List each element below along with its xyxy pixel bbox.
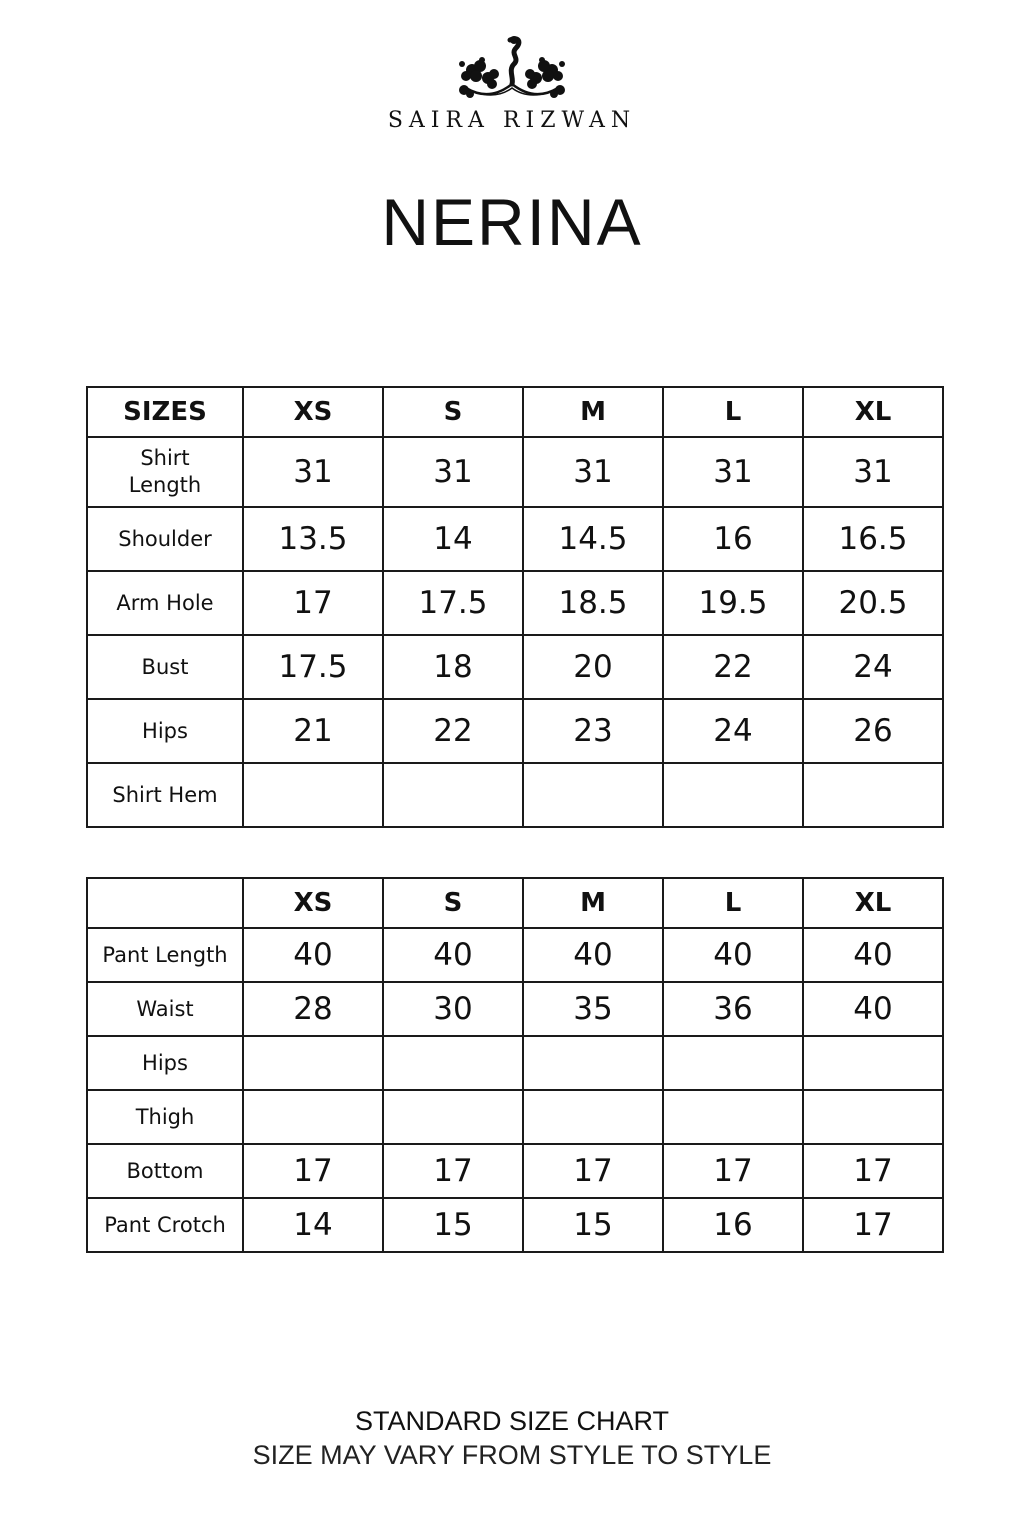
table-row — [87, 1036, 943, 1090]
header-s: S — [383, 387, 523, 437]
row-label-text: Shirt Length — [128, 446, 202, 497]
footer-note: SIZE MAY VARY FROM STYLE TO STYLE — [252, 1440, 772, 1470]
table-cell: 17 — [243, 571, 383, 635]
table-row — [87, 571, 943, 635]
table-cell: 17 — [663, 1144, 803, 1198]
header-l: L — [663, 387, 803, 437]
header-xs: XS — [243, 878, 383, 928]
row-label: Pant Length — [87, 928, 243, 982]
table-cell: 17.5 — [383, 571, 523, 635]
table-cell: 31 — [383, 437, 523, 507]
table-cell: 28 — [243, 982, 383, 1036]
table-cell: 30 — [383, 982, 523, 1036]
table-cell: 40 — [663, 928, 803, 982]
table-cell: 36 — [663, 982, 803, 1036]
table-cell: 16 — [663, 1198, 803, 1252]
footer-title: STANDARD SIZE CHART — [354, 1406, 670, 1436]
product-title: NERINA — [381, 185, 643, 259]
row-label — [87, 437, 243, 507]
row-label: Shirt Hem — [87, 763, 243, 827]
table-cell: 20.5 — [803, 571, 943, 635]
table-cell: 20 — [523, 635, 663, 699]
pant-header-row — [87, 878, 943, 928]
row-label: Hips — [87, 699, 243, 763]
header-s: S — [383, 878, 523, 928]
table-cell: 40 — [523, 928, 663, 982]
table-cell — [243, 763, 383, 827]
table-cell — [523, 763, 663, 827]
row-label: Shoulder — [87, 507, 243, 571]
table-row — [87, 763, 943, 827]
pant-size-table — [86, 877, 944, 1253]
row-label: Arm Hole — [87, 571, 243, 635]
table-cell: 26 — [803, 699, 943, 763]
table-cell — [243, 1090, 383, 1144]
table-cell: 18 — [383, 635, 523, 699]
table-cell — [803, 1036, 943, 1090]
table-cell: 31 — [803, 437, 943, 507]
table-row — [87, 982, 943, 1036]
table-cell — [803, 1090, 943, 1144]
header-sizes: SIZES — [87, 387, 243, 437]
table-cell: 24 — [803, 635, 943, 699]
brand-logo — [0, 34, 1024, 133]
row-label: Waist — [87, 982, 243, 1036]
table-cell: 40 — [803, 982, 943, 1036]
table-cell — [663, 763, 803, 827]
floral-monogram-icon — [452, 34, 572, 100]
table-cell: 40 — [383, 928, 523, 982]
table-cell: 14.5 — [523, 507, 663, 571]
row-label: Bust — [87, 635, 243, 699]
header-xl: XL — [803, 387, 943, 437]
header-xl: XL — [803, 878, 943, 928]
table-cell: 16 — [663, 507, 803, 571]
table-row — [87, 1090, 943, 1144]
table-row — [87, 928, 943, 982]
table-row — [87, 699, 943, 763]
table-row — [87, 1144, 943, 1198]
table-cell: 21 — [243, 699, 383, 763]
header-empty — [87, 878, 243, 928]
table-cell: 22 — [383, 699, 523, 763]
table-cell: 17 — [243, 1144, 383, 1198]
row-label: Bottom — [87, 1144, 243, 1198]
table-cell: 19.5 — [663, 571, 803, 635]
brand-name: SAIRA RIZWAN — [387, 108, 637, 133]
table-cell — [243, 1036, 383, 1090]
table-row — [87, 437, 943, 507]
table-cell: 23 — [523, 699, 663, 763]
table-cell: 40 — [803, 928, 943, 982]
table-cell: 13.5 — [243, 507, 383, 571]
row-label: Thigh — [87, 1090, 243, 1144]
table-cell — [663, 1090, 803, 1144]
table-cell: 24 — [663, 699, 803, 763]
header-xs: XS — [243, 387, 383, 437]
table-cell: 40 — [243, 928, 383, 982]
table-cell: 35 — [523, 982, 663, 1036]
shirt-header-row — [87, 387, 943, 437]
table-cell — [383, 763, 523, 827]
header-m: M — [523, 878, 663, 928]
table-cell — [663, 1036, 803, 1090]
table-cell — [523, 1090, 663, 1144]
table-cell: 17 — [383, 1144, 523, 1198]
shirt-size-table — [86, 386, 944, 828]
table-cell: 17 — [523, 1144, 663, 1198]
table-cell: 18.5 — [523, 571, 663, 635]
table-cell — [383, 1036, 523, 1090]
header-l: L — [663, 878, 803, 928]
table-cell: 17 — [803, 1198, 943, 1252]
table-cell: 17.5 — [243, 635, 383, 699]
table-cell — [523, 1036, 663, 1090]
table-cell: 31 — [663, 437, 803, 507]
header-m: M — [523, 387, 663, 437]
table-cell — [803, 763, 943, 827]
table-row — [87, 1198, 943, 1252]
table-row — [87, 507, 943, 571]
table-cell: 16.5 — [803, 507, 943, 571]
table-row — [87, 635, 943, 699]
table-cell: 31 — [243, 437, 383, 507]
table-cell: 17 — [803, 1144, 943, 1198]
table-cell: 15 — [383, 1198, 523, 1252]
row-label: Hips — [87, 1036, 243, 1090]
table-cell: 22 — [663, 635, 803, 699]
table-cell: 14 — [243, 1198, 383, 1252]
table-cell — [383, 1090, 523, 1144]
table-cell: 14 — [383, 507, 523, 571]
row-label: Pant Crotch — [87, 1198, 243, 1252]
table-cell: 15 — [523, 1198, 663, 1252]
table-cell: 31 — [523, 437, 663, 507]
